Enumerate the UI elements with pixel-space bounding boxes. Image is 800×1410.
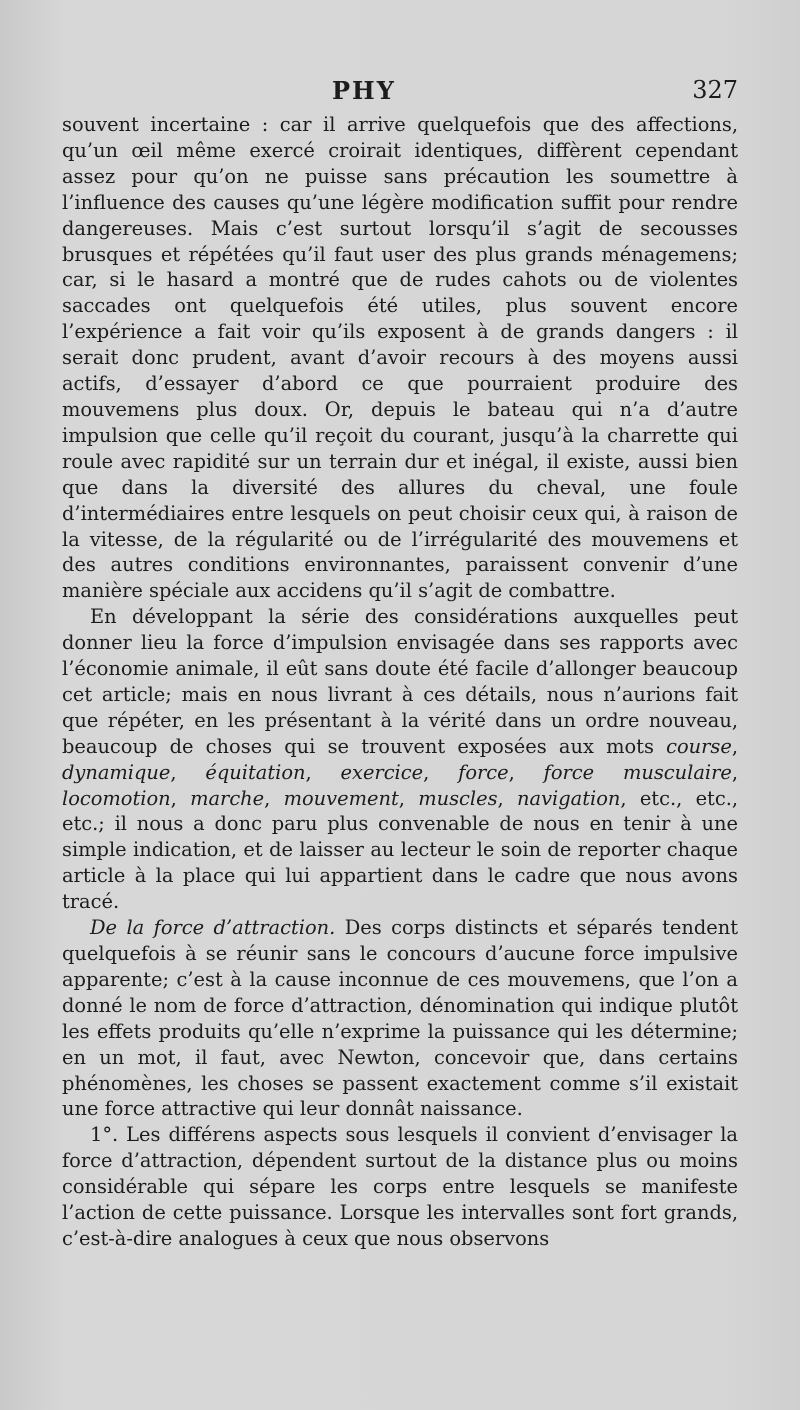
italic-text: course	[666, 734, 732, 758]
text-run: ,	[423, 760, 459, 784]
text-run: ,	[731, 734, 738, 758]
italic-text: navigation	[517, 786, 621, 810]
italic-text: équitation	[205, 760, 306, 784]
text-run: ,	[731, 760, 739, 784]
text-run: ,	[170, 760, 206, 784]
text-run: ,	[398, 786, 419, 810]
italic-text: exercice	[340, 760, 424, 784]
italic-text: muscles	[418, 786, 498, 810]
italic-text: force	[458, 760, 509, 784]
running-head: PHY	[332, 76, 396, 105]
paragraph	[62, 112, 738, 604]
paragraph	[62, 915, 738, 1122]
text-run: Des corps distincts et séparés tendent quelquefois à se réunir sans le concours d’aucune force impulsive apparente; c’est à la cause inconnue de ces mouvemens, que l’on a donné le nom de force d’attraction, dénomination qui indique plutôt les effets produits qu’elle n’exprime la puissance qui les détermine; en un mot, il faut, avec Newton, concevoir que, dans certains phénomènes, les choses se passent exactement comme s’il existait une force attractive qui leur donnât naissance.	[62, 916, 739, 1121]
italic-text: De la force d’attraction.	[90, 916, 336, 940]
text-run: ,	[497, 786, 518, 810]
page-header	[0, 76, 800, 112]
italic-text: locomotion	[62, 786, 171, 810]
text-run: 1°. Les différens aspects sous lesquels il convient d’envisager la force d’attraction, dépendent surtout de la distance plus ou moins considérable qui sépare les corps entre lesquels se manifeste l’action de cette puissance. Lorsque les intervalles sont fort grands, c’est-à-dire analogues à ceux que nous observons	[62, 1123, 738, 1250]
body-text	[62, 112, 738, 1252]
text-run: ,	[170, 786, 191, 810]
text-run: , etc., etc., etc.; il nous a donc paru plus convenable de nous en tenir à une simple indication, et de laisser au lecteur le soin de reporter chaque article à la place qui lui appartient dans le cadre que nous avons tracé.	[62, 786, 739, 914]
italic-text: dynamique	[62, 760, 171, 784]
paragraph	[62, 604, 738, 915]
text-run: souvent incertaine : car il arrive quelquefois que des affections, qu’un œil même exercé croirait identiques, diffèrent cependant assez pour qu’on ne puisse sans précaution les soumettre à l’influence des causes qu’une légère modification suffit pour rendre dangereuses. Mais c’est surtout lorsqu’il s’agit de secousses brusques et répétées qu’il faut user des plus grands ménagemens; car, si le hasard a montré que de rudes cahots ou de violentes saccades ont quelquefois été utiles, plus souvent encore l’expérience a fait voir qu’ils exposent à de grands dangers : il serait donc prudent, avant d’avoir recours à des moyens aussi actifs, d’essayer d’abord ce que pourraient produire des mouvemens plus doux. Or, depuis le bateau qui n’a d’autre impulsion que celle qu’il reçoit du courant, jusqu’à la charrette qui roule avec rapidité sur un terrain dur et inégal, il existe, aussi bien que dans la diversité des allures du cheval, une foule d’intermédiaires entre lesquels on peut choisir ceux qui, à raison de la vitesse, de la régularité ou de l’irrégularité des mouvemens et des autres conditions environnantes, paraissent convenir d’une manière spéciale aux accidens qu’il s’agit de combattre.	[62, 113, 738, 603]
italic-text: force musculaire	[543, 760, 732, 784]
text-run: ,	[305, 760, 341, 784]
text-run: En développant la série des considérations auxquelles peut donner lieu la force d’impulsion envisagée dans ses rapports avec l’économie animale, il eût sans doute été facile d’allonger beaucoup cet article; mais en nous livrant à ces détails, nous n’aurions fait que répéter, en les présentant à la vérité dans un ordre nouveau, beaucoup de choses qui se trouvent exposées aux mots	[62, 605, 738, 758]
italic-text: marche	[190, 786, 265, 810]
text-run: ,	[264, 786, 284, 810]
paragraph	[62, 1122, 738, 1252]
page-number: 327	[692, 76, 738, 104]
italic-text: mouvement	[283, 786, 399, 810]
text-run: ,	[508, 760, 544, 784]
